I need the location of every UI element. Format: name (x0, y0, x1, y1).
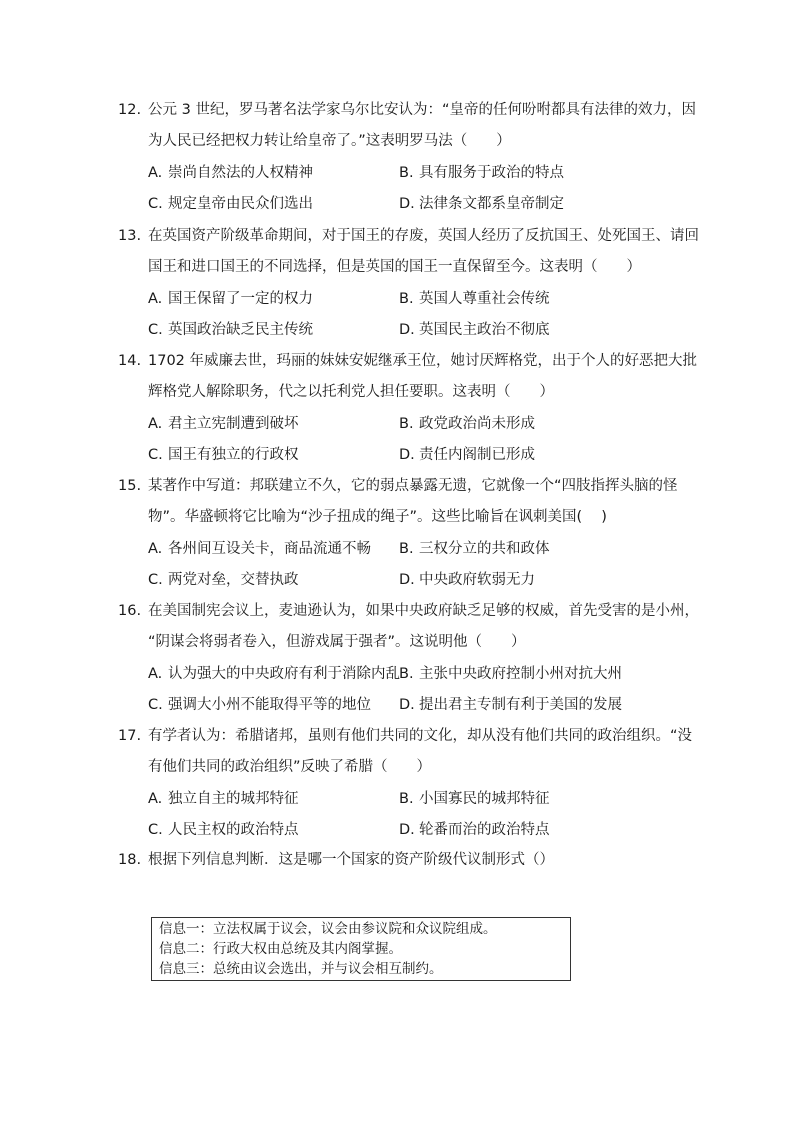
info-line-1: 信息一：立法权属于议会，议会由参议院和众议院组成。 (159, 921, 497, 937)
info-box (151, 917, 571, 981)
question-stem-line: 17. 有学者认为：希腊诸邦，虽则有他们共同的文化，却从没有他们共同的政治组织。“没 (118, 728, 693, 744)
question-number: 18. (118, 852, 142, 868)
question-number: 16. (118, 603, 142, 619)
option-a[interactable]: A. 君主立宪制遭到破坏 (148, 416, 299, 432)
question-stem-line: 辉格党人解除职务，代之以托利党人担任要职。这表明（ ） (148, 384, 554, 400)
option-d[interactable]: D. 英国民主政治不彻底 (399, 322, 550, 338)
question-number: 15. (118, 478, 142, 494)
question-stem-line: 14. 1702 年威廉去世，玛丽的妹妹安妮继承王位，她讨厌辉格党，出于个人的好恶把大批 (118, 353, 698, 369)
question-stem-line: 16. 在美国制宪会议上，麦迪逊认为，如果中央政府缺乏足够的权威，首先受害的是小州， (118, 603, 699, 619)
question-stem-line: 物”。华盛顿将它比喻为“沙子扭成的绳子”。这些比喻旨在讽刺美国( ) (148, 509, 607, 525)
question-stem-line: “阴谋会将弱者卷入，但游戏属于强者”。这说明他（ ） (148, 634, 526, 650)
question-stem-line: 12. 公元 3 世纪，罗马著名法学家乌尔比安认为：“皇帝的任何吩咐都具有法律的效力，因 (118, 102, 696, 118)
question-number: 17. (118, 728, 142, 744)
option-b[interactable]: B. 三权分立的共和政体 (399, 541, 550, 557)
option-c[interactable]: C. 规定皇帝由民众们选出 (148, 196, 313, 212)
question-stem-line: 国王和进口国王的不同选择，但是英国的国王一直保留至今。这表明（ ） (148, 259, 641, 275)
option-d[interactable]: D. 轮番而治的政治特点 (399, 822, 550, 838)
option-c[interactable]: C. 两党对垒，交替执政 (148, 572, 299, 588)
option-a[interactable]: A. 认为强大的中央政府有利于消除内乱 (148, 666, 400, 682)
question-stem-line: 为人民已经把权力转让给皇帝了。”这表明罗马法（ ） (148, 133, 511, 149)
option-a[interactable]: A. 各州间互设关卡，商品流通不畅 (148, 541, 371, 557)
option-d[interactable]: D. 提出君主专制有利于美国的发展 (399, 697, 622, 713)
option-c[interactable]: C. 人民主权的政治特点 (148, 822, 299, 838)
question-number: 13. (118, 228, 142, 244)
question-stem-line: 18. 根据下列信息判断．这是哪一个国家的资产阶级代议制形式（） (118, 852, 554, 868)
question-stem-line: 13. 在英国资产阶级革命期间，对于国王的存废，英国人经历了反抗国王、处死国王、请回 (118, 228, 699, 244)
info-line-2: 信息二：行政大权由总统及其内阁掌握。 (159, 941, 402, 957)
question-stem-line: 有他们共同的政治组织”反映了希腊（ ） (148, 759, 432, 775)
option-d[interactable]: D. 责任内阁制已形成 (399, 447, 535, 463)
option-a[interactable]: A. 崇尚自然法的人权精神 (148, 165, 313, 181)
question-number: 14. (118, 353, 142, 369)
info-line-3: 信息三：总统由议会选出，并与议会相互制约。 (159, 961, 443, 977)
option-c[interactable]: C. 英国政治缺乏民主传统 (148, 322, 313, 338)
option-c[interactable]: C. 国王有独立的行政权 (148, 447, 299, 463)
option-d[interactable]: D. 法律条文都系皇帝制定 (399, 196, 564, 212)
option-b[interactable]: B. 具有服务于政治的特点 (399, 165, 564, 181)
option-b[interactable]: B. 小国寡民的城邦特征 (399, 791, 550, 807)
option-a[interactable]: A. 国王保留了一定的权力 (148, 291, 313, 307)
option-b[interactable]: B. 英国人尊重社会传统 (399, 291, 550, 307)
option-d[interactable]: D. 中央政府软弱无力 (399, 572, 535, 588)
option-b[interactable]: B. 政党政治尚未形成 (399, 416, 535, 432)
option-c[interactable]: C. 强调大小州不能取得平等的地位 (148, 697, 371, 713)
question-stem-line: 15. 某著作中写道：邦联建立不久，它的弱点暴露无遗，它就像一个“四肢指挥头脑的怪 (118, 478, 678, 494)
option-b[interactable]: B. 主张中央政府控制小州对抗大州 (399, 666, 622, 682)
question-number: 12. (118, 102, 142, 118)
option-a[interactable]: A. 独立自主的城邦特征 (148, 791, 299, 807)
